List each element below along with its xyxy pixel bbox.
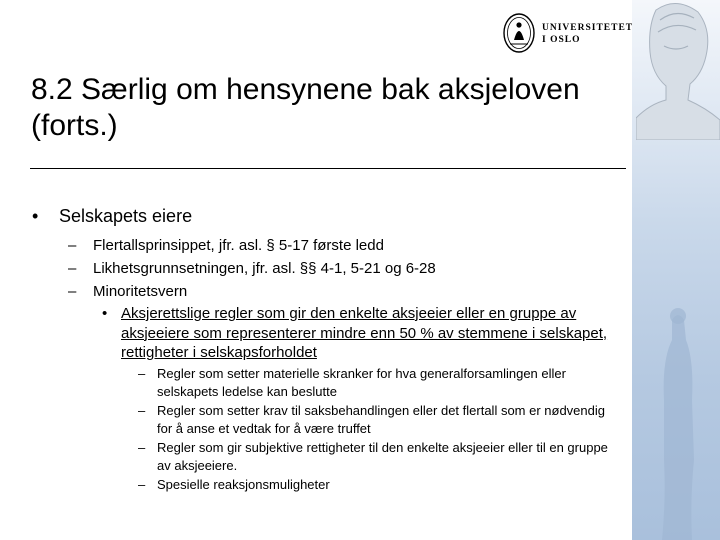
bullet-text: Minoritetsvern <box>93 283 188 300</box>
bullet-marker: • <box>102 305 108 322</box>
statue-bust-image <box>636 0 720 140</box>
bullet-text: Regler som setter materielle skranker for hva generalforsamlingen eller selskapets ledelse kan beslutte <box>157 366 566 399</box>
bullet-level-3 <box>102 304 612 363</box>
dash-marker: – <box>138 366 146 381</box>
bullet-text: Flertallsprinsippet, jfr. asl. § 5-17 første ledd <box>93 237 384 254</box>
dash-marker: – <box>68 283 77 300</box>
bullet-text: Selskapets eiere <box>59 206 193 226</box>
logo-line-2: I OSLO <box>542 35 581 45</box>
bullet-level-4-item <box>138 365 618 400</box>
bullet-text: Regler som setter krav til saksbehandlingen eller det flertall som er nødvendig for å anse et vedtak for å være truffet <box>157 403 605 436</box>
title-underline-divider <box>30 168 626 169</box>
slide-title: 8.2 Særlig om hensynene bak aksjeloven (forts.) <box>31 73 580 142</box>
bullet-text-underlined: Aksjerettslige regler som gir den enkelte aksjeeier eller en gruppe av aksjeeiere som representerer mindre enn 50 % av stemmene i selskapet, rettigheter i selskapsforholdet <box>121 305 608 361</box>
university-logo <box>502 12 632 58</box>
dash-marker: – <box>138 403 146 418</box>
university-seal-icon <box>502 12 536 54</box>
bullet-marker: • <box>32 206 39 226</box>
dash-marker: – <box>68 237 77 254</box>
bullet-text: Spesielle reaksjonsmuligheter <box>157 477 330 492</box>
bullet-level-4-item <box>138 402 618 437</box>
dash-marker: – <box>68 260 77 277</box>
dash-marker: – <box>138 477 146 492</box>
decorative-side-band <box>632 0 720 540</box>
bullet-level-4-item <box>138 439 618 474</box>
bullet-text: Regler som gir subjektive rettigheter til den enkelte aksjeeier eller til en gruppe av aksjeeiere. <box>157 440 608 473</box>
bullet-level-4-item <box>138 476 618 494</box>
bullet-text: Likhetsgrunnsetningen, jfr. asl. §§ 4-1, 5-21 og 6-28 <box>93 260 436 277</box>
dash-marker: – <box>138 440 146 455</box>
statue-figure-image <box>642 300 712 540</box>
logo-line-1: UNIVERSITETET <box>542 23 634 33</box>
